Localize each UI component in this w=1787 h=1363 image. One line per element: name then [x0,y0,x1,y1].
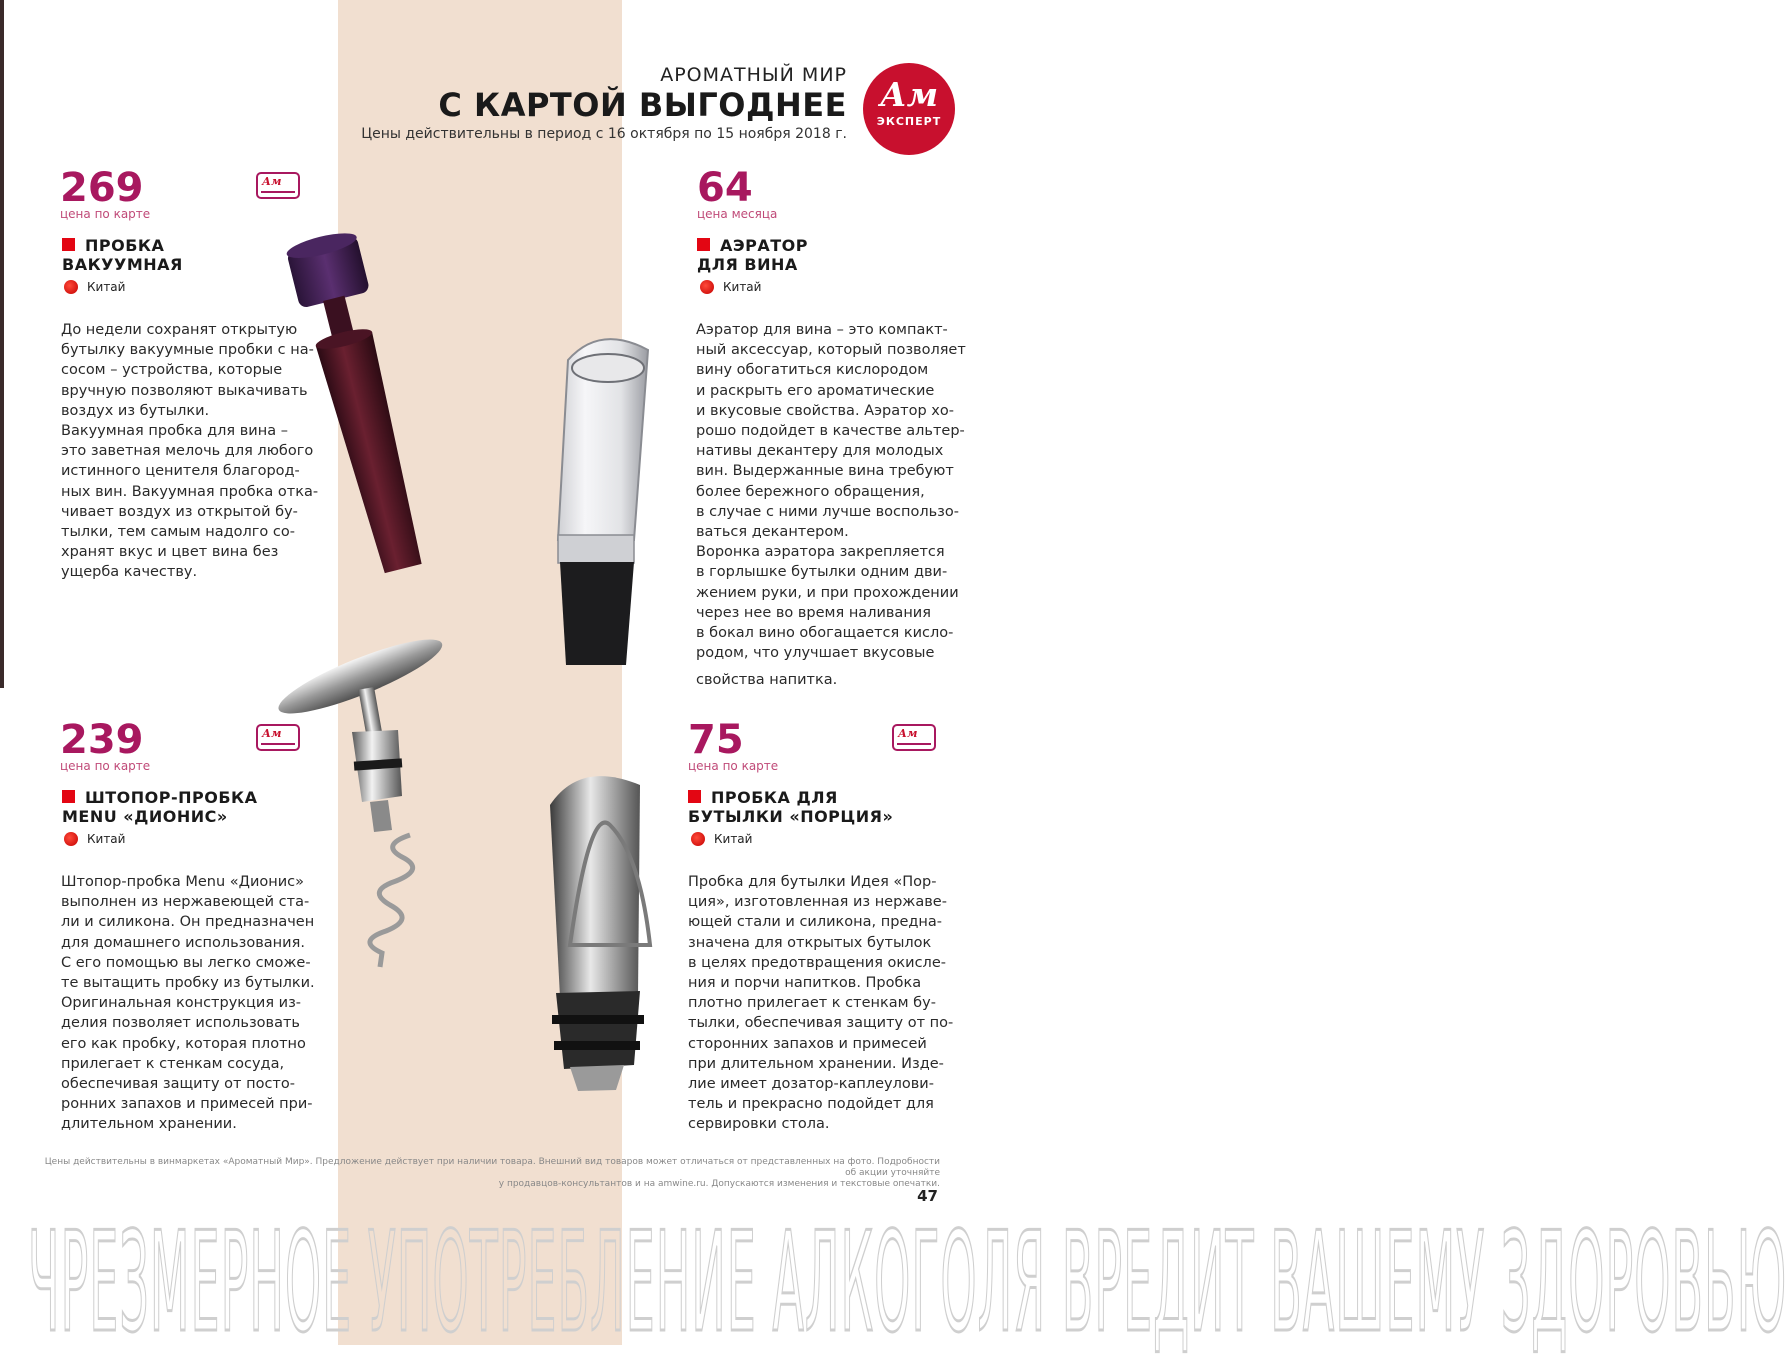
product-title-line2: MENU «ДИОНИС» [62,807,228,826]
card-logo: Ам [262,175,282,188]
product-title [697,236,808,274]
country [700,280,761,294]
country [64,832,125,846]
price-aerator: 64 [697,165,753,211]
health-warning-text: ЧРЕЗМЕРНОЕ УПОТРЕБЛЕНИЕ АЛКОГОЛЯ ВРЕДИТ ВАШЕМУ ЗДОРОВЬЮ [28,1201,1787,1363]
product-title [688,788,893,826]
country-label: Китай [87,280,126,294]
product-description: Штопор-пробка Menu «Дионис» выполнен из нержавеющей ста- ли и силикона. Он предназначен для домашнего использования. С его помощью вы легко сможе- те вытащить пробку из бутылки. Оригинальная конструкция из- делия позволяет использовать его как пробку, которая плотно прилегает к стенкам сосуда, обеспечивая защиту от посто- ронних запахов и примесей при- длительном хранении. [61,874,315,1133]
portion-stopper-image [520,765,670,1095]
wine-aerator-image [538,330,668,675]
china-flag-icon [691,832,705,846]
logo-subtitle: ЭКСПЕРТ [876,115,942,128]
product-title [62,788,258,826]
china-flag-icon [64,280,78,294]
bullet-square [688,790,701,803]
card-logo: Ам [262,727,282,740]
vacuum-stopper-image [298,226,448,588]
price-label: цена по карте [60,207,151,221]
country-label: Китай [87,832,126,846]
product-title [62,236,183,274]
product-title-line2: ВАКУУМНАЯ [62,255,183,274]
validity-dates: Цены действительны в период с 16 октября по 15 ноября 2018 г. [361,126,847,142]
country-label: Китай [723,280,762,294]
price-vacuum-stopper: 269 [60,165,144,211]
page-number: 47 [917,1187,938,1205]
product-title-line1: АЭРАТОР [720,236,808,255]
price-portion-stopper: 75 [688,717,744,763]
loyalty-card-icon [256,724,300,751]
product-description: До недели сохранят открытую бутылку вакуумные пробки с на- сосом – устройства, которые вручную позволяют выкачивать воздух из бутылки. Вакуумная пробка для вина – это заветная мелочь для любого истинного ценителя благород- ных вин. Вакуумная пробка отка- чивает воздух из открытой бу- тылки, тем самым надолго со- хранят вкус и цвет вина без ущерба качеству. [61,322,319,581]
am-expert-logo [863,63,955,155]
china-flag-icon [64,832,78,846]
product-title-line1: ПРОБКА [85,236,165,255]
price-label: цена по карте [60,759,151,773]
product-title-line2: ДЛЯ ВИНА [697,255,798,274]
product-title-line1: ПРОБКА ДЛЯ [711,788,838,807]
page-title: С КАРТОЙ ВЫГОДНЕЕ [438,86,847,124]
price-label: цена по карте [688,759,779,773]
bullet-square [62,790,75,803]
card-logo: Ам [898,727,918,740]
loyalty-card-icon [892,724,936,751]
loyalty-card-icon [256,172,300,199]
footer-disclaimer [40,1157,940,1190]
product-title-line2: БУТЫЛКИ «ПОРЦИЯ» [688,807,894,826]
page-edge [0,0,4,688]
bullet-square [62,238,75,251]
footer-line1: Цены действительны в винмаркетах «Ароматный Мир». Предложение действует при наличии товара. Внешний вид товаров может отличаться от представленных на фото. Подробности об акции уточняйте [44,1157,940,1178]
china-flag-icon [700,280,714,294]
product-description: Аэратор для вина – это компакт- ный аксессуар, который позволяет вину обогатиться кислородом и раскрыть его ароматические и вкусовые свойства. Аэратор хо- рошо подойдет в качестве альтер- нативы декантеру для молодых вин. Выдержанные вина требуют более бережного обращения, в случае с ними лучше воспользо- ваться декантером. Воронка аэратора закрепляется в горлышке бутылки одним дви- жением руки, и при прохождении через нее во время наливания в бокал вино обогащается кисло- родом, что улучшает вкусовые [696,322,966,662]
product-description-tail: свойства напитка. [696,672,838,688]
country-label: Китай [714,832,753,846]
country [64,280,125,294]
footer-line2: у продавцов-консультантов и на amwine.ru. Допускаются изменения и текстовые опечатки. [498,1179,940,1189]
logo-mark: Ам [879,75,939,114]
price-label: цена месяца [697,207,778,221]
bullet-square [697,238,710,251]
country [691,832,752,846]
price-corkscrew-stopper: 239 [60,717,144,763]
health-warning [28,1195,1787,1363]
product-description: Пробка для бутылки Идея «Пор- ция», изготовленная из нержаве- ющей стали и силикона, предна- значена для открытых бутылок в целях предотвращения окисле- ния и порчи напитков. Пробка плотно прилегает к стенкам бу- тылки, обеспечивая защиту от по- сторонних запахов и примесей при длительном хранении. Изде- лие имеет дозатор-каплеулови- тель и прекрасно подойдет для сервировки стола. [688,874,954,1133]
header-subtitle: АРОМАТНЫЙ МИР [660,64,847,86]
product-title-line1: ШТОПОР-ПРОБКА [85,788,258,807]
